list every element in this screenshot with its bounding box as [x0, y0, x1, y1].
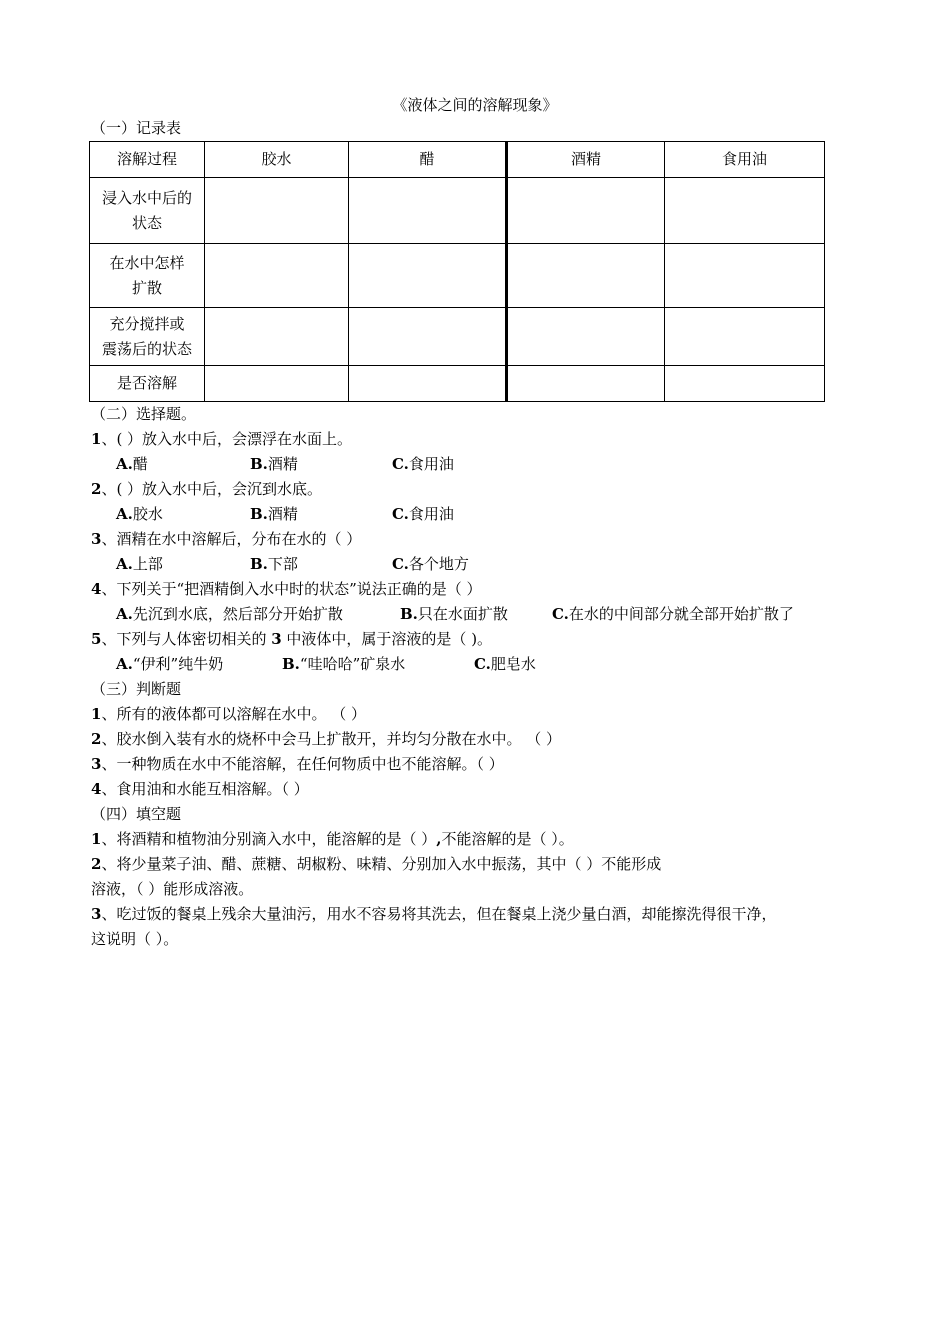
question-text: 1、将酒精和植物油分别滴入水中，能溶解的是（ ）,不能溶解的是（ ）。	[91, 830, 574, 848]
table-row	[90, 244, 825, 308]
question-text: 1、( ）放入水中后，会漂浮在水面上。	[91, 430, 353, 448]
table-header-cell: 醋	[349, 142, 507, 178]
question-text: 2、( ）放入水中后，会沉到水底。	[91, 480, 323, 498]
section-record-heading: （一）记录表	[91, 119, 182, 137]
answer-cell[interactable]	[205, 308, 349, 366]
answer-cell[interactable]	[205, 178, 349, 244]
table-header-cell: 溶解过程	[90, 142, 205, 178]
answer-cell[interactable]	[507, 244, 665, 308]
question-text: 4、下列关于“把酒精倒入水中时的状态”说法正确的是（ ）	[91, 580, 482, 598]
option-row	[116, 554, 469, 574]
answer-cell[interactable]	[665, 178, 825, 244]
answer-cell[interactable]	[507, 308, 665, 366]
section-judge-heading: （三）判断题	[91, 680, 182, 698]
question-text: 2、将少量菜子油、醋、蔗糖、胡椒粉、味精、分别加入水中振荡，其中（ ）不能形成	[91, 855, 662, 873]
answer-cell[interactable]	[349, 366, 507, 402]
question-text: 1、所有的液体都可以溶解在水中。 （ ）	[91, 705, 366, 723]
answer-cell[interactable]	[349, 308, 507, 366]
option[interactable]: A.胶水	[116, 505, 163, 523]
question-text: 5、下列与人体密切相关的 3 中液体中，属于溶液的是（ )。	[91, 630, 493, 648]
row-label: 是否溶解	[90, 366, 205, 402]
option[interactable]: C.食用油	[392, 505, 454, 523]
section-fill-heading: （四）填空题	[91, 805, 182, 823]
answer-cell[interactable]	[665, 366, 825, 402]
table-header-cell: 酒精	[507, 142, 665, 178]
option[interactable]: B.酒精	[250, 455, 298, 473]
answer-cell[interactable]	[507, 366, 665, 402]
option[interactable]: B.“哇哈哈”矿泉水	[282, 655, 406, 673]
table-row	[90, 178, 825, 244]
question-text: 3、酒精在水中溶解后，分布在水的（ ）	[91, 530, 362, 548]
option[interactable]: B.酒精	[250, 505, 298, 523]
option[interactable]: C.各个地方	[392, 555, 469, 573]
question-text-cont: 溶液，（ ）能形成溶液。	[91, 880, 254, 898]
worksheet-title: 《液体之间的溶解现象》	[392, 96, 558, 114]
section-choice-heading: （二）选择题。	[91, 405, 197, 423]
question-text: 4、食用油和水能互相溶解。（ ）	[91, 780, 309, 798]
row-label: 充分搅拌或 震荡后的状态	[90, 308, 205, 366]
question-text: 3、吃过饭的餐桌上残余大量油污，用水不容易将其洗去，但在餐桌上浇少量白酒，却能擦洗得很干净，	[91, 905, 777, 923]
option-row	[116, 454, 454, 474]
option[interactable]: A.先沉到水底，然后部分开始扩散	[116, 605, 343, 623]
answer-cell[interactable]	[349, 178, 507, 244]
row-label: 在水中怎样 扩散	[90, 244, 205, 308]
table-header-cell: 食用油	[665, 142, 825, 178]
table-row	[90, 366, 825, 402]
option[interactable]: A.上部	[116, 555, 163, 573]
question-text: 2、胶水倒入装有水的烧杯中会马上扩散开，并均匀分散在水中。 （ ）	[91, 730, 561, 748]
option[interactable]: B.下部	[250, 555, 298, 573]
option[interactable]: A.“伊利”纯牛奶	[116, 655, 224, 673]
row-label: 浸入水中后的 状态	[90, 178, 205, 244]
answer-cell[interactable]	[205, 244, 349, 308]
option[interactable]: C.食用油	[392, 455, 454, 473]
record-table	[89, 141, 825, 402]
question-text: 3、一种物质在水中不能溶解，在任何物质中也不能溶解。（ ）	[91, 755, 504, 773]
table-row	[90, 308, 825, 366]
question-text-cont: 这说明（ ）。	[91, 930, 179, 948]
answer-cell[interactable]	[507, 178, 665, 244]
table-header-row	[90, 142, 825, 178]
option[interactable]: B.只在水面扩散	[400, 605, 508, 623]
answer-cell[interactable]	[205, 366, 349, 402]
option[interactable]: C.肥皂水	[474, 655, 536, 673]
option-row	[116, 604, 794, 624]
option-row	[116, 654, 536, 674]
answer-cell[interactable]	[665, 244, 825, 308]
answer-cell[interactable]	[665, 308, 825, 366]
option[interactable]: A.醋	[116, 455, 148, 473]
table-header-cell: 胶水	[205, 142, 349, 178]
option-row	[116, 504, 454, 524]
answer-cell[interactable]	[349, 244, 507, 308]
option[interactable]: C.在水的中间部分就全部开始扩散了	[552, 605, 794, 623]
